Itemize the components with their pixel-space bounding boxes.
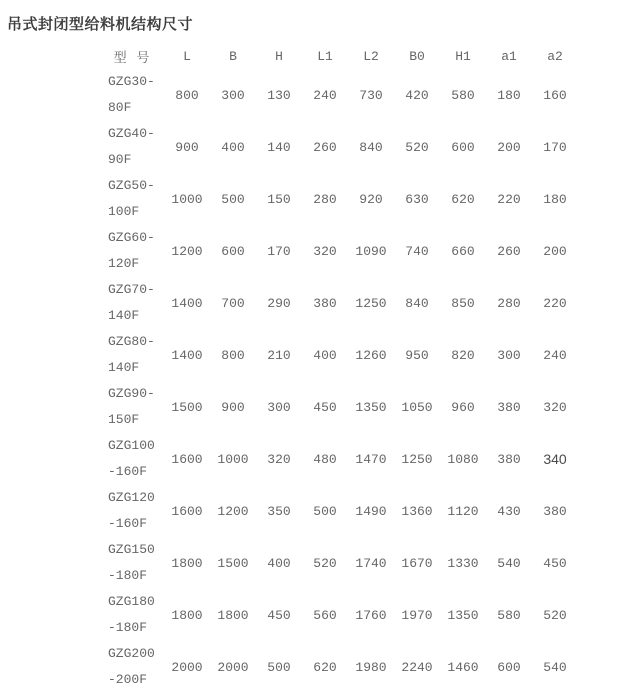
model-line: GZG200 — [108, 646, 155, 661]
value-cell: 520 — [313, 555, 337, 571]
column-header-H: H — [275, 48, 283, 64]
model-cell — [100, 433, 164, 485]
model-cell — [100, 329, 164, 381]
value-cell: 560 — [313, 607, 337, 623]
value-cell: 620 — [451, 191, 475, 207]
value-cell: 730 — [359, 87, 383, 103]
model-line: GZG100 — [108, 438, 155, 453]
model-line: GZG80- — [108, 334, 155, 349]
value-cell: 1470 — [355, 451, 387, 467]
value-cell: 1500 — [217, 555, 249, 571]
table-row — [100, 589, 578, 641]
value-cell: 2000 — [217, 659, 249, 675]
table-row — [100, 173, 578, 225]
value-cell: 1400 — [171, 347, 203, 363]
table-row — [100, 433, 578, 485]
model-line: -160F — [108, 516, 148, 531]
value-cell: 1740 — [355, 555, 387, 571]
table-row — [100, 537, 578, 589]
value-cell: 300 — [267, 399, 291, 415]
value-cell: 1670 — [401, 555, 433, 571]
model-line: GZG70- — [108, 282, 155, 297]
value-cell: 320 — [267, 451, 291, 467]
table-row — [100, 69, 578, 121]
value-cell: 1350 — [447, 607, 479, 623]
value-cell: 500 — [221, 191, 245, 207]
table-row — [100, 329, 578, 381]
table-row — [100, 277, 578, 329]
value-cell: 2000 — [171, 659, 203, 675]
value-cell: 1600 — [171, 503, 203, 519]
column-header-L2: L2 — [363, 48, 379, 64]
column-header-a1: a1 — [501, 48, 517, 64]
value-cell: 1080 — [447, 451, 479, 467]
value-cell: 170 — [267, 243, 291, 259]
value-cell: 580 — [451, 87, 475, 103]
value-cell: 1250 — [355, 295, 387, 311]
model-cell — [100, 537, 164, 589]
table-row — [100, 381, 578, 433]
value-cell: 320 — [313, 243, 337, 259]
value-cell: 260 — [313, 139, 337, 155]
value-cell: 1200 — [171, 243, 203, 259]
value-cell: 1050 — [401, 399, 433, 415]
model-line: 120F — [108, 256, 140, 271]
value-cell: 1250 — [401, 451, 433, 467]
value-cell: 400 — [221, 139, 245, 155]
value-cell: 280 — [497, 295, 521, 311]
value-cell: 480 — [313, 451, 337, 467]
value-cell: 820 — [451, 347, 475, 363]
value-cell: 450 — [267, 607, 291, 623]
model-line: GZG150 — [108, 542, 155, 557]
value-cell: 1490 — [355, 503, 387, 519]
value-cell: 430 — [497, 503, 521, 519]
model-line: -180F — [108, 568, 148, 583]
value-cell: 340 — [543, 451, 567, 467]
table-row — [100, 121, 578, 173]
value-cell: 240 — [543, 347, 567, 363]
value-cell: 1800 — [217, 607, 249, 623]
value-cell: 950 — [405, 347, 429, 363]
value-cell: 1600 — [171, 451, 203, 467]
value-cell: 1330 — [447, 555, 479, 571]
value-cell: 300 — [221, 87, 245, 103]
model-cell — [100, 381, 164, 433]
value-cell: 240 — [313, 87, 337, 103]
value-cell: 260 — [497, 243, 521, 259]
value-cell: 380 — [497, 399, 521, 415]
model-line: 90F — [108, 152, 132, 167]
model-line: GZG30- — [108, 74, 155, 89]
model-line: 150F — [108, 412, 140, 427]
value-cell: 380 — [313, 295, 337, 311]
table-row — [100, 225, 578, 277]
value-cell: 1120 — [447, 503, 479, 519]
model-cell — [100, 589, 164, 641]
value-cell: 290 — [267, 295, 291, 311]
value-cell: 900 — [175, 139, 199, 155]
value-cell: 1000 — [171, 191, 203, 207]
value-cell: 600 — [451, 139, 475, 155]
value-cell: 540 — [543, 659, 567, 675]
value-cell: 850 — [451, 295, 475, 311]
value-cell: 1400 — [171, 295, 203, 311]
model-line: 140F — [108, 308, 140, 323]
model-line: GZG180 — [108, 594, 155, 609]
value-cell: 620 — [313, 659, 337, 675]
value-cell: 1090 — [355, 243, 387, 259]
value-cell: 400 — [313, 347, 337, 363]
page — [0, 13, 630, 693]
model-cell — [100, 277, 164, 329]
header-row — [100, 43, 578, 69]
model-line: GZG90- — [108, 386, 155, 401]
model-cell — [100, 225, 164, 277]
value-cell: 600 — [221, 243, 245, 259]
value-cell: 800 — [175, 87, 199, 103]
value-cell: 1360 — [401, 503, 433, 519]
column-header-a2: a2 — [547, 48, 563, 64]
model-line: 100F — [108, 204, 140, 219]
model-line: -180F — [108, 620, 148, 635]
value-cell: 380 — [543, 503, 567, 519]
model-line: -160F — [108, 464, 148, 479]
value-cell: 920 — [359, 191, 383, 207]
column-header-L: L — [183, 48, 191, 64]
value-cell: 180 — [543, 191, 567, 207]
spec-table-body — [100, 69, 578, 693]
value-cell: 1970 — [401, 607, 433, 623]
value-cell: 1460 — [447, 659, 479, 675]
value-cell: 840 — [359, 139, 383, 155]
value-cell: 500 — [267, 659, 291, 675]
value-cell: 450 — [543, 555, 567, 571]
value-cell: 220 — [497, 191, 521, 207]
value-cell: 200 — [497, 139, 521, 155]
spec-table — [100, 43, 578, 693]
value-cell: 150 — [267, 191, 291, 207]
value-cell: 1260 — [355, 347, 387, 363]
value-cell: 700 — [221, 295, 245, 311]
value-cell: 960 — [451, 399, 475, 415]
column-header-model: 型 号 — [113, 50, 151, 66]
spec-table-head — [100, 43, 578, 69]
value-cell: 2240 — [401, 659, 433, 675]
value-cell: 800 — [221, 347, 245, 363]
model-line: 80F — [108, 100, 132, 115]
page-title: 吊式封闭型给料机结构尺寸 — [7, 16, 194, 33]
value-cell: 740 — [405, 243, 429, 259]
model-cell — [100, 173, 164, 225]
value-cell: 160 — [543, 87, 567, 103]
column-header-L1: L1 — [317, 48, 333, 64]
model-cell — [100, 641, 164, 693]
model-line: -200F — [108, 672, 148, 687]
model-line: GZG60- — [108, 230, 155, 245]
value-cell: 320 — [543, 399, 567, 415]
value-cell: 520 — [543, 607, 567, 623]
table-row — [100, 641, 578, 693]
value-cell: 1350 — [355, 399, 387, 415]
model-cell — [100, 485, 164, 537]
value-cell: 630 — [405, 191, 429, 207]
value-cell: 1800 — [171, 607, 203, 623]
column-header-H1: H1 — [455, 48, 471, 64]
value-cell: 210 — [267, 347, 291, 363]
value-cell: 400 — [267, 555, 291, 571]
value-cell: 350 — [267, 503, 291, 519]
model-line: GZG120 — [108, 490, 155, 505]
value-cell: 520 — [405, 139, 429, 155]
value-cell: 180 — [497, 87, 521, 103]
column-header-B: B — [229, 48, 237, 64]
model-cell — [100, 69, 164, 121]
model-cell — [100, 121, 164, 173]
value-cell: 1760 — [355, 607, 387, 623]
model-line: GZG50- — [108, 178, 155, 193]
value-cell: 300 — [497, 347, 521, 363]
value-cell: 380 — [497, 451, 521, 467]
value-cell: 600 — [497, 659, 521, 675]
model-line: GZG40- — [108, 126, 155, 141]
value-cell: 220 — [543, 295, 567, 311]
value-cell: 130 — [267, 87, 291, 103]
value-cell: 1200 — [217, 503, 249, 519]
value-cell: 1980 — [355, 659, 387, 675]
value-cell: 660 — [451, 243, 475, 259]
table-row — [100, 485, 578, 537]
value-cell: 1000 — [217, 451, 249, 467]
value-cell: 500 — [313, 503, 337, 519]
model-line: 140F — [108, 360, 140, 375]
value-cell: 540 — [497, 555, 521, 571]
value-cell: 420 — [405, 87, 429, 103]
value-cell: 140 — [267, 139, 291, 155]
value-cell: 280 — [313, 191, 337, 207]
value-cell: 840 — [405, 295, 429, 311]
value-cell: 170 — [543, 139, 567, 155]
value-cell: 450 — [313, 399, 337, 415]
value-cell: 1500 — [171, 399, 203, 415]
value-cell: 200 — [543, 243, 567, 259]
value-cell: 580 — [497, 607, 521, 623]
value-cell: 1800 — [171, 555, 203, 571]
value-cell: 900 — [221, 399, 245, 415]
column-header-B0: B0 — [409, 48, 425, 64]
